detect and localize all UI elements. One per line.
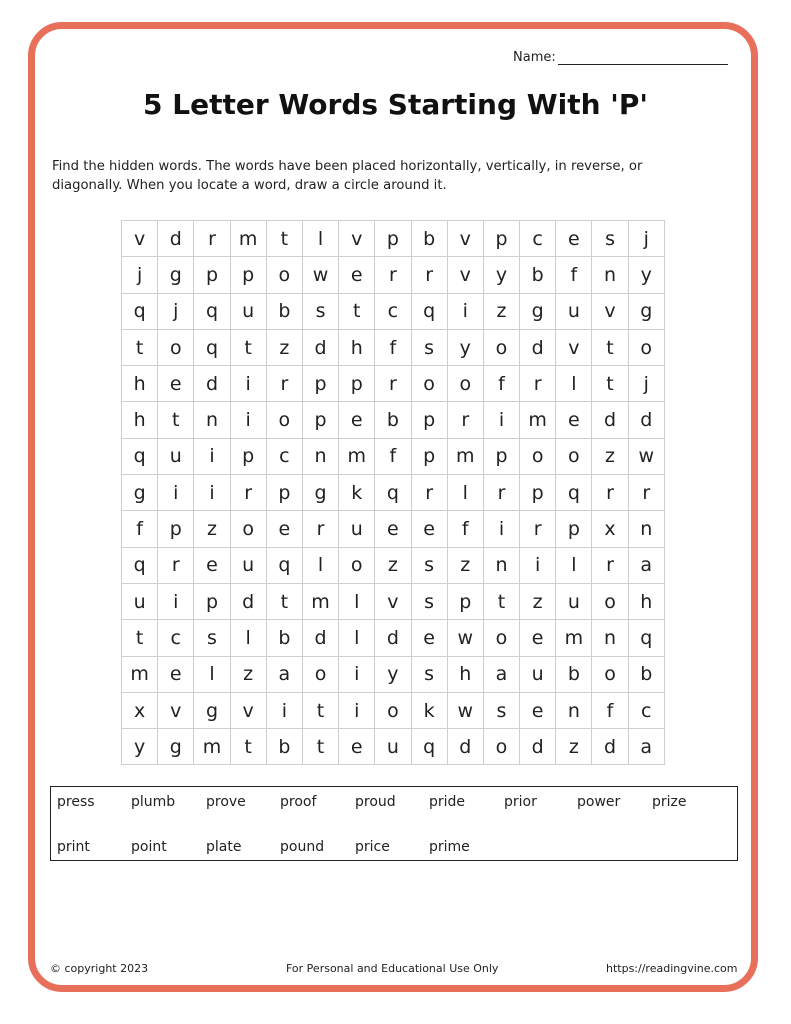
grid-cell[interactable]: v <box>556 330 592 366</box>
grid-cell[interactable]: p <box>412 439 448 475</box>
grid-cell[interactable]: s <box>412 584 448 620</box>
grid-cell[interactable]: u <box>556 294 592 330</box>
grid-cell[interactable]: e <box>375 511 411 547</box>
grid-cell[interactable]: r <box>375 366 411 402</box>
grid-cell[interactable]: g <box>194 693 230 729</box>
grid-cell[interactable]: i <box>231 366 267 402</box>
grid-cell[interactable]: m <box>303 584 339 620</box>
grid-cell[interactable]: q <box>629 620 665 656</box>
grid-cell[interactable]: g <box>158 257 194 293</box>
word-list-item: pound <box>280 839 325 855</box>
grid-cell[interactable]: f <box>122 511 158 547</box>
grid-cell[interactable]: y <box>122 729 158 765</box>
grid-cell[interactable]: o <box>158 330 194 366</box>
grid-cell[interactable]: d <box>194 366 230 402</box>
grid-cell[interactable]: r <box>303 511 339 547</box>
grid-cell[interactable]: s <box>412 657 448 693</box>
grid-cell[interactable]: e <box>339 402 375 438</box>
word-list-item: plumb <box>131 794 176 810</box>
grid-cell[interactable]: m <box>520 402 556 438</box>
grid-cell[interactable]: e <box>520 693 556 729</box>
grid-cell[interactable]: s <box>412 548 448 584</box>
grid-cell[interactable]: d <box>520 330 556 366</box>
grid-cell[interactable]: r <box>375 257 411 293</box>
grid-cell[interactable]: u <box>339 511 375 547</box>
grid-cell[interactable]: d <box>231 584 267 620</box>
grid-cell[interactable]: j <box>629 221 665 257</box>
grid-cell[interactable]: o <box>375 693 411 729</box>
grid-cell[interactable]: t <box>122 620 158 656</box>
footer-usage: For Personal and Educational Use Only <box>286 962 499 975</box>
grid-cell[interactable]: t <box>592 330 628 366</box>
grid-cell[interactable]: o <box>520 439 556 475</box>
grid-cell[interactable]: o <box>339 548 375 584</box>
grid-cell[interactable]: a <box>267 657 303 693</box>
grid-cell[interactable]: a <box>629 729 665 765</box>
grid-cell[interactable]: z <box>592 439 628 475</box>
grid-cell[interactable]: v <box>231 693 267 729</box>
grid-cell[interactable]: q <box>556 475 592 511</box>
grid-cell[interactable]: o <box>592 657 628 693</box>
footer-site[interactable]: https://readingvine.com <box>606 962 738 975</box>
grid-cell[interactable]: n <box>592 257 628 293</box>
grid-cell[interactable]: t <box>592 366 628 402</box>
grid-cell[interactable]: i <box>194 475 230 511</box>
grid-cell[interactable]: h <box>339 330 375 366</box>
grid-cell[interactable]: q <box>122 439 158 475</box>
grid-cell[interactable]: e <box>158 657 194 693</box>
grid-cell[interactable]: d <box>448 729 484 765</box>
grid-cell[interactable]: g <box>303 475 339 511</box>
word-list-item: proud <box>355 794 396 810</box>
grid-cell[interactable]: u <box>231 548 267 584</box>
grid-cell[interactable]: p <box>375 221 411 257</box>
grid-cell[interactable]: p <box>556 511 592 547</box>
grid-cell[interactable]: h <box>629 584 665 620</box>
grid-cell[interactable]: i <box>339 657 375 693</box>
grid-cell[interactable]: j <box>122 257 158 293</box>
grid-cell[interactable]: r <box>412 475 448 511</box>
grid-cell[interactable]: d <box>375 620 411 656</box>
grid-cell[interactable]: o <box>303 657 339 693</box>
grid-cell[interactable]: s <box>303 294 339 330</box>
grid-cell[interactable]: l <box>556 548 592 584</box>
grid-cell[interactable]: l <box>339 584 375 620</box>
grid-cell[interactable]: n <box>629 511 665 547</box>
grid-cell[interactable]: a <box>629 548 665 584</box>
grid-cell[interactable]: v <box>448 257 484 293</box>
grid-cell[interactable]: v <box>448 221 484 257</box>
grid-cell[interactable]: u <box>122 584 158 620</box>
grid-cell[interactable]: l <box>448 475 484 511</box>
grid-cell[interactable]: z <box>556 729 592 765</box>
grid-cell[interactable]: q <box>267 548 303 584</box>
grid-cell[interactable]: b <box>412 221 448 257</box>
word-list-item: proof <box>280 794 317 810</box>
grid-cell[interactable]: c <box>520 221 556 257</box>
grid-cell[interactable]: p <box>194 257 230 293</box>
grid-cell[interactable]: s <box>592 221 628 257</box>
word-list-item: print <box>57 839 90 855</box>
grid-cell[interactable]: t <box>122 330 158 366</box>
name-field[interactable] <box>513 50 728 65</box>
grid-cell[interactable]: b <box>267 620 303 656</box>
instructions: Find the hidden words. The words have been placed horizontally, vertically, in reverse, or diagonally. When you locate a word, draw a circle around it. <box>52 159 643 193</box>
grid-cell[interactable]: q <box>375 475 411 511</box>
grid-cell[interactable]: o <box>484 620 520 656</box>
grid-cell[interactable]: l <box>194 657 230 693</box>
grid-cell[interactable]: i <box>231 402 267 438</box>
grid-cell[interactable]: p <box>231 257 267 293</box>
grid-cell[interactable]: r <box>158 548 194 584</box>
grid-cell[interactable]: r <box>448 402 484 438</box>
grid-cell[interactable]: f <box>375 330 411 366</box>
word-list-item: point <box>131 839 167 855</box>
word-search-grid <box>121 220 665 765</box>
grid-cell[interactable]: p <box>158 511 194 547</box>
grid-cell[interactable]: z <box>375 548 411 584</box>
grid-cell[interactable]: r <box>592 548 628 584</box>
grid-cell[interactable]: p <box>339 366 375 402</box>
grid-cell[interactable]: u <box>231 294 267 330</box>
grid-cell[interactable]: n <box>303 439 339 475</box>
grid-cell[interactable]: e <box>556 402 592 438</box>
name-blank[interactable] <box>558 50 728 65</box>
grid-cell[interactable]: m <box>194 729 230 765</box>
grid-cell[interactable]: i <box>448 294 484 330</box>
grid-cell[interactable]: p <box>412 402 448 438</box>
grid-cell[interactable]: x <box>592 511 628 547</box>
word-list-item: prior <box>504 794 537 810</box>
grid-cell[interactable]: p <box>448 584 484 620</box>
grid-cell[interactable]: o <box>556 439 592 475</box>
grid-cell[interactable]: e <box>520 620 556 656</box>
grid-cell[interactable]: p <box>231 439 267 475</box>
grid-cell[interactable]: t <box>267 584 303 620</box>
grid-cell[interactable]: i <box>194 439 230 475</box>
grid-cell[interactable]: w <box>448 693 484 729</box>
grid-cell[interactable]: i <box>267 693 303 729</box>
grid-cell[interactable]: o <box>484 330 520 366</box>
grid-cell[interactable]: y <box>629 257 665 293</box>
grid-cell[interactable]: r <box>520 366 556 402</box>
grid-cell[interactable]: e <box>339 729 375 765</box>
grid-cell[interactable]: e <box>556 221 592 257</box>
grid-cell[interactable]: q <box>122 548 158 584</box>
grid-cell[interactable]: h <box>448 657 484 693</box>
grid-cell[interactable]: p <box>303 402 339 438</box>
grid-cell[interactable]: i <box>158 584 194 620</box>
grid-cell[interactable]: t <box>303 729 339 765</box>
grid-cell[interactable]: q <box>194 330 230 366</box>
grid-cell[interactable]: m <box>339 439 375 475</box>
grid-cell[interactable]: y <box>448 330 484 366</box>
grid-cell[interactable]: f <box>448 511 484 547</box>
grid-cell[interactable]: n <box>484 548 520 584</box>
grid-cell[interactable]: s <box>484 693 520 729</box>
grid-cell[interactable]: r <box>267 366 303 402</box>
grid-cell[interactable]: v <box>339 221 375 257</box>
grid-cell[interactable]: d <box>629 402 665 438</box>
grid-cell[interactable]: c <box>375 294 411 330</box>
grid-cell[interactable]: f <box>484 366 520 402</box>
grid-cell[interactable]: l <box>303 221 339 257</box>
grid-cell[interactable]: m <box>231 221 267 257</box>
grid-cell[interactable]: e <box>267 511 303 547</box>
grid-cell[interactable]: p <box>303 366 339 402</box>
grid-cell[interactable]: x <box>122 693 158 729</box>
grid-cell[interactable]: e <box>158 366 194 402</box>
word-list-item: prove <box>206 794 246 810</box>
grid-cell[interactable]: r <box>231 475 267 511</box>
grid-cell[interactable]: q <box>412 294 448 330</box>
grid-cell[interactable]: t <box>339 294 375 330</box>
grid-cell[interactable]: p <box>484 221 520 257</box>
grid-cell[interactable]: o <box>412 366 448 402</box>
grid-cell[interactable]: r <box>629 475 665 511</box>
grid-cell[interactable]: z <box>231 657 267 693</box>
grid-cell[interactable]: d <box>592 729 628 765</box>
grid-cell[interactable]: b <box>375 402 411 438</box>
grid-cell[interactable]: u <box>375 729 411 765</box>
grid-cell[interactable]: q <box>412 729 448 765</box>
grid-cell[interactable]: i <box>484 402 520 438</box>
grid-cell[interactable]: f <box>556 257 592 293</box>
grid-cell[interactable]: t <box>158 402 194 438</box>
word-list-item: prize <box>652 794 687 810</box>
grid-cell[interactable]: e <box>339 257 375 293</box>
grid-cell[interactable]: l <box>339 620 375 656</box>
grid-cell[interactable]: b <box>267 294 303 330</box>
grid-cell[interactable]: p <box>194 584 230 620</box>
grid-cell[interactable]: z <box>520 584 556 620</box>
grid-cell[interactable]: j <box>629 366 665 402</box>
grid-cell[interactable]: o <box>592 584 628 620</box>
grid-cell[interactable]: q <box>194 294 230 330</box>
grid-cell[interactable]: r <box>194 221 230 257</box>
grid-cell[interactable]: l <box>556 366 592 402</box>
grid-cell[interactable]: j <box>158 294 194 330</box>
grid-cell[interactable]: g <box>520 294 556 330</box>
grid-cell[interactable]: e <box>412 511 448 547</box>
grid-cell[interactable]: i <box>520 548 556 584</box>
grid-cell[interactable]: g <box>122 475 158 511</box>
grid-cell[interactable]: r <box>484 475 520 511</box>
grid-cell[interactable]: d <box>520 729 556 765</box>
grid-cell[interactable]: t <box>231 729 267 765</box>
grid-cell[interactable]: o <box>448 366 484 402</box>
grid-cell[interactable]: t <box>484 584 520 620</box>
grid-cell[interactable]: o <box>267 402 303 438</box>
grid-cell[interactable]: y <box>375 657 411 693</box>
grid-cell[interactable]: k <box>339 475 375 511</box>
grid-cell[interactable]: d <box>303 330 339 366</box>
word-list-item: plate <box>206 839 242 855</box>
grid-cell[interactable]: r <box>592 475 628 511</box>
grid-cell[interactable]: o <box>267 257 303 293</box>
grid-cell[interactable]: b <box>520 257 556 293</box>
grid-cell[interactable]: l <box>231 620 267 656</box>
grid-cell[interactable]: s <box>194 620 230 656</box>
grid-cell[interactable]: w <box>303 257 339 293</box>
grid-cell[interactable]: c <box>629 693 665 729</box>
grid-cell[interactable]: o <box>629 330 665 366</box>
word-list-item: power <box>577 794 621 810</box>
grid-cell[interactable]: m <box>448 439 484 475</box>
grid-cell[interactable]: b <box>629 657 665 693</box>
grid-cell[interactable]: h <box>122 366 158 402</box>
grid-cell[interactable]: k <box>412 693 448 729</box>
grid-cell[interactable]: f <box>592 693 628 729</box>
grid-cell[interactable]: w <box>448 620 484 656</box>
grid-cell[interactable]: p <box>267 475 303 511</box>
grid-cell[interactable]: z <box>194 511 230 547</box>
word-list-item: pride <box>429 794 466 810</box>
grid-cell[interactable]: b <box>267 729 303 765</box>
grid-cell[interactable]: t <box>303 693 339 729</box>
grid-cell[interactable]: q <box>122 294 158 330</box>
grid-cell[interactable]: g <box>158 729 194 765</box>
grid-cell[interactable]: y <box>484 257 520 293</box>
grid-cell[interactable]: z <box>448 548 484 584</box>
word-list-item: prime <box>429 839 470 855</box>
grid-cell[interactable]: a <box>484 657 520 693</box>
grid-cell[interactable]: t <box>267 221 303 257</box>
grid-cell[interactable]: d <box>158 221 194 257</box>
word-list-box <box>50 786 738 861</box>
grid-cell[interactable]: v <box>375 584 411 620</box>
grid-cell[interactable]: m <box>122 657 158 693</box>
word-list-item: price <box>355 839 390 855</box>
grid-cell[interactable]: t <box>231 330 267 366</box>
grid-cell[interactable]: e <box>412 620 448 656</box>
grid-cell[interactable]: z <box>484 294 520 330</box>
grid-cell[interactable]: v <box>592 294 628 330</box>
grid-cell[interactable]: l <box>303 548 339 584</box>
grid-cell[interactable]: r <box>412 257 448 293</box>
grid-cell[interactable]: s <box>412 330 448 366</box>
page-title: 5 Letter Words Starting With 'P' <box>143 88 648 121</box>
grid-cell[interactable]: i <box>484 511 520 547</box>
grid-cell[interactable]: h <box>122 402 158 438</box>
grid-cell[interactable]: c <box>158 620 194 656</box>
grid-cell[interactable]: p <box>520 475 556 511</box>
grid-cell[interactable]: n <box>194 402 230 438</box>
grid-cell[interactable]: m <box>556 620 592 656</box>
grid-cell[interactable]: f <box>375 439 411 475</box>
grid-cell[interactable]: g <box>629 294 665 330</box>
grid-cell[interactable]: i <box>339 693 375 729</box>
grid-cell[interactable]: n <box>592 620 628 656</box>
grid-cell[interactable]: r <box>520 511 556 547</box>
grid-cell[interactable]: u <box>158 439 194 475</box>
name-label: Name: <box>513 50 556 65</box>
grid-cell[interactable]: i <box>158 475 194 511</box>
grid-cell[interactable]: z <box>267 330 303 366</box>
grid-cell[interactable]: v <box>158 693 194 729</box>
word-list-item: press <box>57 794 95 810</box>
grid-cell[interactable]: d <box>592 402 628 438</box>
grid-cell[interactable]: d <box>303 620 339 656</box>
grid-cell[interactable]: w <box>629 439 665 475</box>
footer-copyright: © copyright 2023 <box>50 962 149 975</box>
grid-cell[interactable]: u <box>556 584 592 620</box>
grid-cell[interactable]: v <box>122 221 158 257</box>
grid-cell[interactable]: p <box>484 439 520 475</box>
grid-cell[interactable]: u <box>520 657 556 693</box>
grid-cell[interactable]: c <box>267 439 303 475</box>
grid-cell[interactable]: o <box>484 729 520 765</box>
grid-cell[interactable]: e <box>194 548 230 584</box>
grid-cell[interactable]: n <box>556 693 592 729</box>
grid-cell[interactable]: b <box>556 657 592 693</box>
grid-cell[interactable]: o <box>231 511 267 547</box>
